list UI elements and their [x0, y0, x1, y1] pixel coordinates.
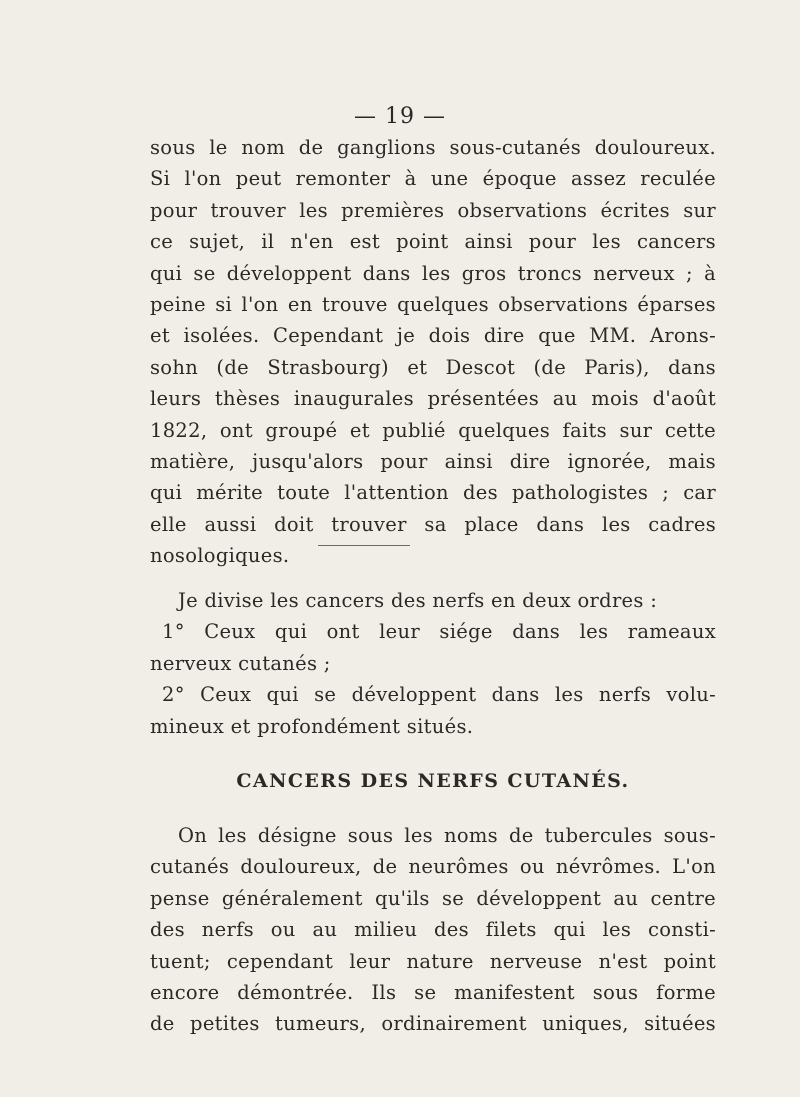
- text-line: cutanés douloureux, de neurômes ou névrômes. L'on: [150, 855, 716, 879]
- text-line: sous le nom de ganglions sous-cutanés douloureux.: [150, 136, 716, 159]
- paragraph-1: [150, 132, 716, 572]
- text-line: qui se développent dans les gros troncs nerveux ; à: [150, 261, 716, 285]
- text-line: peine si l'on en trouve quelques observations éparses: [150, 293, 716, 317]
- text-line: sohn (de Strasbourg) et Descot (de Paris), dans: [150, 355, 716, 379]
- text-line: Je divise les cancers des nerfs en deux ordres :: [178, 589, 658, 612]
- text-line: de petites tumeurs, ordinairement uniques, situées: [150, 1012, 716, 1036]
- text-line: elle aussi doit trouver sa place dans les cadres: [150, 512, 716, 536]
- text-line: ce sujet, il n'en est point ainsi pour les cancers: [150, 230, 716, 254]
- text-line: mineux et profondément situés.: [150, 714, 474, 738]
- text-line: On les désigne sous les noms de tubercules sous-: [178, 824, 716, 847]
- text-line: matière, jusqu'alors pour ainsi dire ignorée, mais: [150, 450, 716, 474]
- text-line: Si l'on peut remonter à une époque assez reculée: [150, 167, 716, 191]
- text-line: 2° Ceux qui se développent dans les nerfs volu-: [162, 683, 716, 707]
- text-line: 1822, ont groupé et publié quelques faits sur cette: [150, 418, 716, 442]
- text-line: et isolées. Cependant je dois dire que MM. Arons-: [150, 324, 716, 348]
- text-line: 1° Ceux qui ont leur siége dans les rameaux: [162, 620, 716, 644]
- text-line: encore démontrée. Ils se manifestent sous forme: [150, 981, 716, 1005]
- section-heading: CANCERS DES NERFS CUTANÉS.: [236, 770, 630, 792]
- text-line: pour trouver les premières observations écrites sur: [150, 198, 716, 222]
- text-line: des nerfs ou au milieu des filets qui les consti-: [150, 918, 716, 942]
- page-number: — 19 —: [354, 104, 446, 129]
- paragraph-2: [150, 585, 716, 742]
- text-line: leurs thèses inaugurales présentées au mois d'août: [150, 387, 716, 411]
- text-line: pense généralement qu'ils se développent au centre: [150, 886, 716, 910]
- text-line: nerveux cutanés ;: [150, 651, 331, 675]
- separator-rule: [318, 545, 410, 546]
- section-body: [150, 820, 716, 1040]
- text-line: qui mérite toute l'attention des pathologistes ; car: [150, 481, 716, 505]
- text-line: nosologiques.: [150, 544, 290, 568]
- text-line: tuent; cependant leur nature nerveuse n'est point: [150, 949, 716, 973]
